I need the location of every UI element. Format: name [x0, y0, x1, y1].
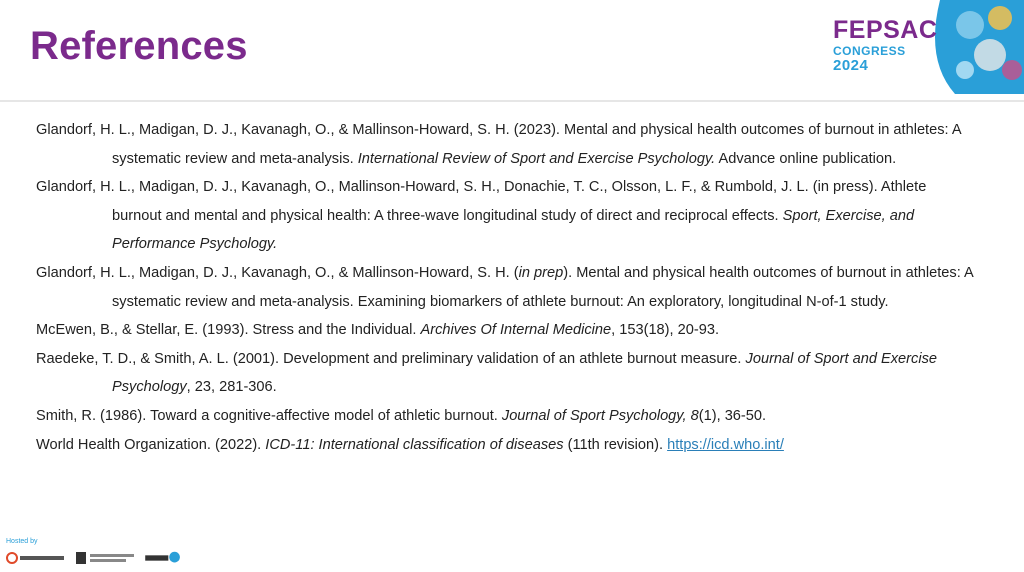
hosted-by-label: Hosted by [6, 538, 38, 545]
logo-subtitle: CONGRESS [833, 44, 906, 58]
reference-item: Glandorf, H. L., Madigan, D. J., Kavanagh, O., Mallinson-Howard, S. H., Donachie, T. C., Olsson, L. F., & Rumbold, J. L. (in press). Athlete burnout and mental and physical health: A three-wave longitudinal study of direct and reciprocal effects. Sport, Exercise, and Performance Psychology. [36, 179, 927, 253]
slide-title: References [30, 24, 248, 68]
reference-item: Smith, R. (1986). Toward a cognitive-affective model of athletic burnout. Journal of Sport Psychology, 8(1), 36-50. [36, 407, 767, 424]
reference-list [36, 116, 976, 459]
reference-item: Raedeke, T. D., & Smith, A. L. (2001). Development and preliminary validation of an athlete burnout measure. Journal of Sport and Exercise Psychology, 23, 281-306. [36, 350, 937, 396]
logo-name: FEPSAC [833, 16, 938, 44]
who-icd-link[interactable]: https://icd.who.int/ [667, 436, 784, 453]
mental-excellence-logo-icon [6, 550, 66, 566]
reference-item: Glandorf, H. L., Madigan, D. J., Kavanagh, O., & Mallinson-Howard, S. H. (in prep). Mental and physical health outcomes of burnout in athletes: A systematic review and meta-analysis. Examining biomarkers of athlete burnout: An exploratory, longitudinal N-of-1 study. [36, 264, 973, 310]
fepsac-small-logo-icon [143, 550, 183, 566]
reference-item: World Health Organization. (2022). ICD-11: International classification of diseases (11th revision). https://icd.who.int/ [36, 436, 784, 453]
psychologists-logo-icon [76, 550, 136, 566]
reference-item: McEwen, B., & Stellar, E. (1993). Stress and the Individual. Archives Of Internal Medicine, 153(18), 20-93. [36, 322, 720, 339]
logo-text-block [833, 18, 937, 73]
header-divider [0, 100, 1024, 102]
reference-item: Glandorf, H. L., Madigan, D. J., Kavanagh, O., & Mallinson-Howard, S. H. (2023). Mental and physical health outcomes of burnout in athletes: A systematic review and meta-analysis. International Review of Sport and Exercise Psychology. Advance online publication. [36, 122, 961, 167]
footer-sponsors [6, 538, 196, 568]
logo-year: 2024 [833, 57, 869, 74]
